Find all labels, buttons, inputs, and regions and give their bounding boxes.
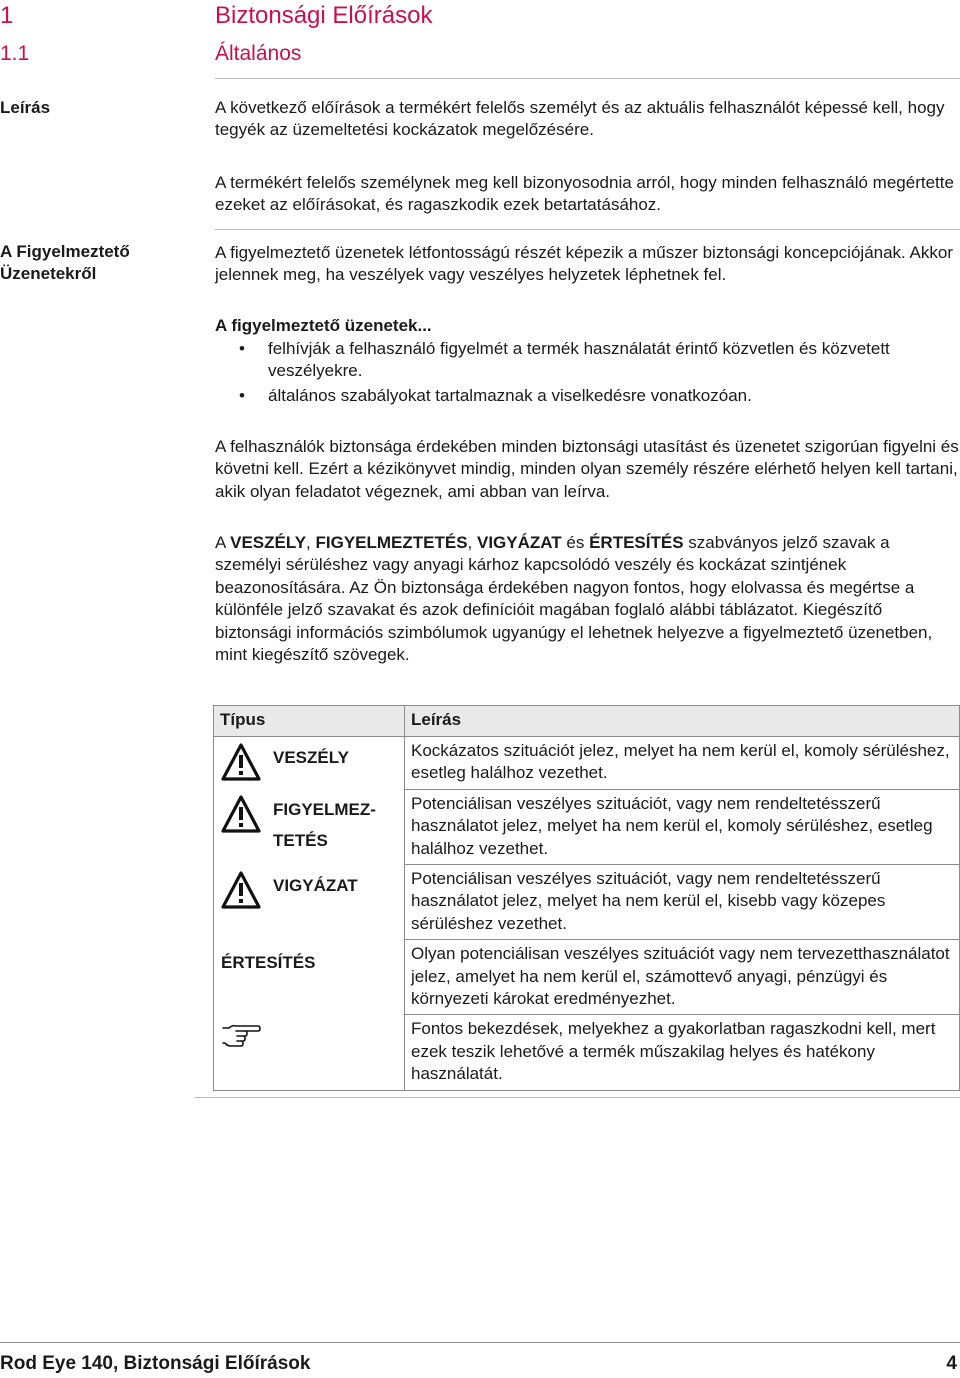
- list-item-text: általános szabályokat tartalmaznak a viselkedésre vonatkozóan.: [268, 386, 752, 405]
- table-row: [214, 865, 960, 940]
- footer-title: Rod Eye 140, Biztonsági Előírások: [0, 1353, 311, 1374]
- side-label-line: A Figyelmeztető: [0, 242, 130, 261]
- section-divider: [195, 1097, 960, 1098]
- side-label-line: Üzenetekről: [0, 264, 97, 283]
- type-text: VIGYÁZAT: [273, 875, 358, 895]
- table-row: [214, 737, 960, 790]
- figyelmezteto-paragraph-3: [215, 532, 960, 666]
- text-run: A: [215, 533, 231, 552]
- list-title: A figyelmeztető üzenetek...: [215, 316, 432, 335]
- type-label: [215, 941, 403, 982]
- type-cell: [214, 1015, 405, 1090]
- type-text: ÉRTESÍTÉS: [221, 952, 316, 972]
- section-heading: [0, 42, 960, 70]
- chapter-title: Biztonsági Előírások: [215, 2, 433, 29]
- signal-words-table: [213, 705, 960, 1091]
- type-text: VESZÉLY: [273, 748, 349, 767]
- text-run: ,: [306, 533, 316, 552]
- warning-triangle-icon: [221, 870, 261, 910]
- page-number: 4: [946, 1353, 957, 1374]
- type-cell: [214, 865, 405, 940]
- signal-word: VIGYÁZAT: [477, 533, 562, 552]
- pointing-hand-icon: [221, 1022, 261, 1048]
- type-cell: [214, 789, 405, 864]
- type-label: [215, 790, 403, 860]
- description-cell: Olyan potenciálisan veszélyes szituációt vagy nem tervezetthasználatot jelez, amelyet ha nem kerül el, számottevő anyagi, pénzügyi és környezeti károkat eredményezhet.: [405, 940, 960, 1015]
- type-label: [215, 738, 403, 786]
- side-label-leiras: Leírás: [0, 98, 51, 117]
- type-text-line: FIGYELMEZ-: [273, 800, 376, 820]
- section-number: 1.1: [0, 42, 30, 65]
- chapter-number: 1: [0, 2, 14, 29]
- type-cell: [214, 940, 405, 1015]
- type-text-line: TETÉS: [273, 831, 328, 851]
- figyelmezteto-paragraph-1: A figyelmeztető üzenetek létfontosságú részét képezik a műszer biztonsági koncepciójának. Akkor jelennek meg, ha veszélyek vagy veszélyes helyzetek léphetnek fel.: [215, 243, 954, 285]
- bullet-icon: •: [239, 339, 245, 358]
- section-title: Általános: [215, 42, 302, 65]
- table-row: [214, 940, 960, 1015]
- section-divider: [215, 78, 960, 79]
- description-cell: Potenciálisan veszélyes szituációt, vagy nem rendeltetésszerű használatot jelez, melyet ha nem kerül el, komoly sérüléshez, esetleg halálhoz vezethet.: [405, 789, 960, 864]
- leiras-paragraph-1: A következő előírások a termékért felelős személyt és az aktuális felhasználót képessé kell, hogy tegyék az üzemeltetési kockázatok megelőzésére.: [215, 98, 945, 140]
- chapter-heading: [0, 2, 960, 32]
- type-label: [215, 1016, 403, 1052]
- description-cell: Kockázatos szituációt jelez, melyet ha nem kerül el, komoly sérüléshez, esetleg halálhoz vezethet.: [405, 737, 960, 790]
- table-header-row: [214, 706, 960, 737]
- warning-triangle-icon: [221, 742, 261, 782]
- type-cell: [214, 737, 405, 790]
- text-run: ,: [467, 533, 477, 552]
- description-cell: Fontos bekezdések, melyekhez a gyakorlatban ragaszkodni kell, mert ezek teszik lehetővé a termék műszakilag helyes és hatékony használatát.: [405, 1015, 960, 1090]
- figyelmezteto-paragraph-2: A felhasználók biztonsága érdekében minden biztonsági utasítást és üzenetet szigorúan figyelni és követni kell. Ezért a kézikönyvet mindig, minden olyan személy részére elérhető helyen kell tartani, akik olyan feladatot végeznek, ami abban van leírva.: [215, 437, 959, 501]
- text-run: és: [561, 533, 590, 552]
- table-row: [214, 789, 960, 864]
- warning-triangle-icon: [221, 794, 261, 834]
- side-label-figyelmezteto: [0, 241, 200, 285]
- text-run: szabványos jelző szavak a személyi sérüléshez vagy anyagi kárhoz kapcsolódó veszély és kockázat szintjének beazonosítására. Az Ön biztonsága érdekében nagyon fontos, hogy elolvassa és megértse a különféle jelző szavakat és azok definícióit magában foglaló alábbi táblázatot. Kiegészítő biztonsági információs szimbólumok ugyanúgy el lehetnek helyezve a figyelmeztető üzenetben, mint kiegészítő szövegek.: [215, 533, 933, 665]
- signal-word: VESZÉLY: [230, 533, 307, 552]
- column-header-type: Típus: [214, 706, 405, 737]
- section-divider: [215, 229, 960, 230]
- type-label: [215, 866, 403, 914]
- leiras-paragraph-2: A termékért felelős személynek meg kell bizonyosodnia arról, hogy minden felhasználó megértette ezeket az előírásokat, és ragaszkodik ezek betartatásához.: [215, 173, 954, 215]
- footer-divider: [0, 1342, 960, 1343]
- signal-word: ÉRTESÍTÉS: [589, 533, 684, 552]
- table-row: [214, 1015, 960, 1090]
- list-item-text: felhívják a felhasználó figyelmét a termék használatát érintő közvetlen és közvetett veszélyekre.: [268, 339, 890, 381]
- type-text: [273, 794, 376, 856]
- bullet-icon: •: [239, 386, 245, 405]
- signal-word: FIGYELMEZTETÉS: [315, 533, 468, 552]
- column-header-description: Leírás: [405, 706, 960, 737]
- description-cell: Potenciálisan veszélyes szituációt, vagy nem rendeltetésszerű használatot jelez, melyet ha nem kerül el, kisebb vagy közepes sérüléshez vezethet.: [405, 865, 960, 940]
